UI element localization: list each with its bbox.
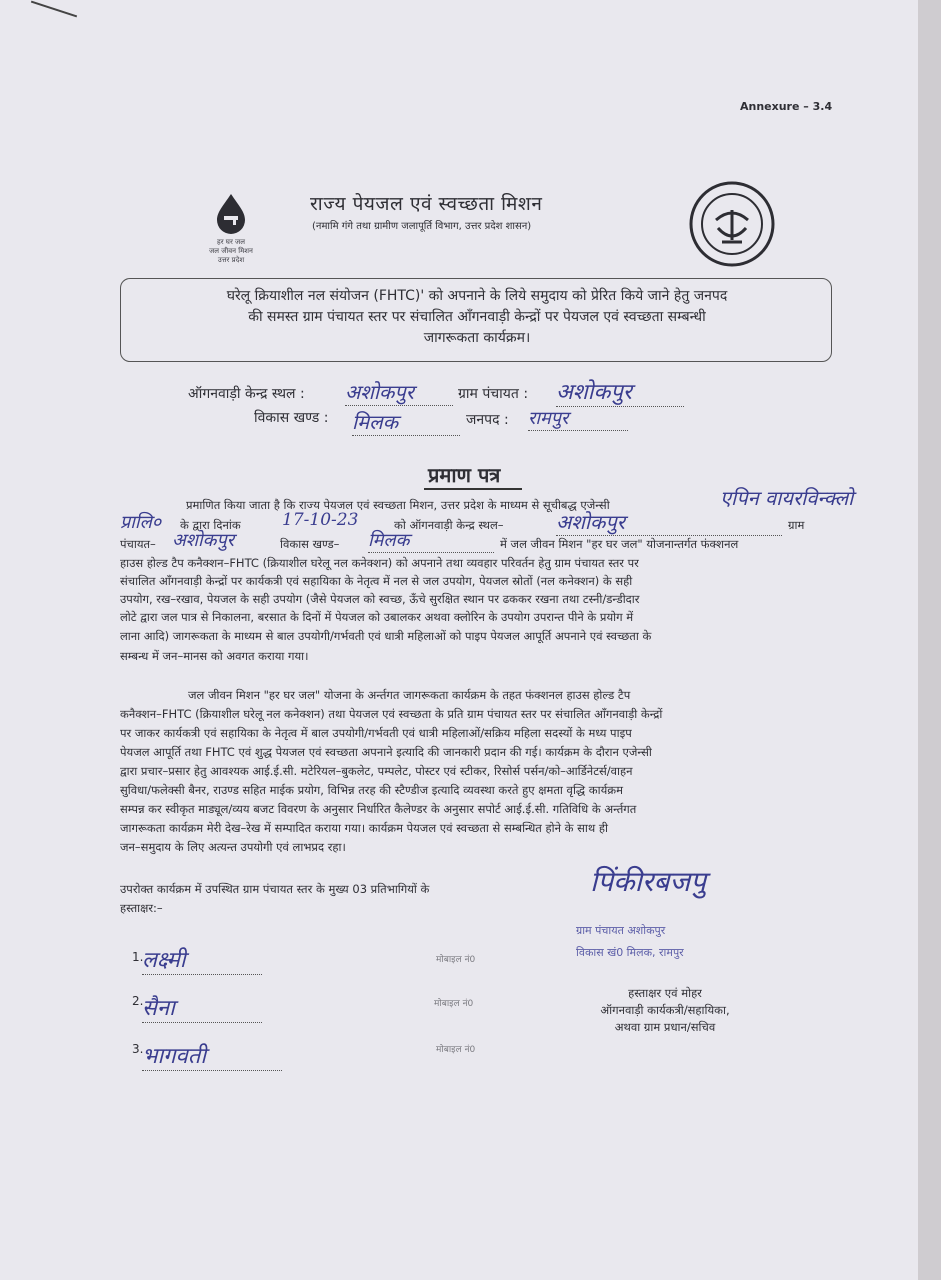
annexure-label: Annexure – 3.4 xyxy=(740,100,833,113)
jal-jeevan-mission-logo xyxy=(196,192,266,272)
signature-caption-line-3: अथवा ग्राम प्रधान/सचिव xyxy=(614,1020,716,1034)
participant-signature-1: लक्ष्मी xyxy=(142,944,262,975)
programme-title xyxy=(132,286,822,349)
participant-mobile-label-1: मोबाइल नं0 xyxy=(436,955,476,965)
date-label: के द्वारा दिनांक xyxy=(180,518,241,532)
anganwadi-label: ऑगनवाड़ी केन्द्र स्थल : xyxy=(188,386,305,402)
programme-title-line-2: की समस्त ग्राम पंचायत स्तर पर संचालित आँगनवाड़ी केन्द्रों पर पेयजल एवं स्वच्छता सम्बन्धी xyxy=(248,309,706,325)
programme-title-line-3: जागरूकता कार्यक्रम। xyxy=(423,330,531,346)
para2-line-9: जन–समुदाय के लिए अत्यन्त उपयोगी एवं लाभप्रद रहा। xyxy=(120,840,346,854)
para1-line-1: प्रमाणित किया जाता है कि राज्य पेयजल एवं स्वच्छता मिशन, उत्तर प्रदेश के माध्यम से सूचीबद्ध एजेन्सी xyxy=(186,498,610,512)
gram-panchayat-value: अशोकपुर xyxy=(556,376,684,407)
participant-signature-2: सैना xyxy=(142,992,262,1023)
participant-number-1: 1. xyxy=(132,950,144,964)
para1-line-5: संचालित आँगनवाड़ी केन्द्रों पर कार्यकत्री एवं सहायिका के नेतृत्व में नल से जल उपयोग, पेयजल स्रोतों (नल कनेक्शन) के सही xyxy=(120,574,633,588)
para1-line-8: लाना आदि) जागरूकता के माध्यम से बाल उपयोगी/गर्भवती एवं धात्री महिलाओं को पाइप पेयजल आपूर्ति अपनाने एवं स्वच्छता के xyxy=(120,629,652,643)
vikas-khand-inline-label: विकास खण्ड– xyxy=(280,537,340,551)
vikas-khand-value: मिलक xyxy=(352,408,460,436)
logo-caption: हर घर जल जल जीवन मिशन उत्तर प्रदेश xyxy=(209,238,253,264)
para2-line-1: जल जीवन मिशन "हर घर जल" योजना के अर्न्तगत जागरूकता कार्यक्रम के तहत फंक्शनल हाउस होल्ड टैप xyxy=(188,688,631,702)
signature-caption xyxy=(570,985,760,1036)
para2-line-4: पेयजल आपूर्ति तथा FHTC एवं शुद्ध पेयजल एवं स्वच्छता अपनाने इत्यादि की जानकारी प्रदान की गई। कार्यक्रम के दौरान एजेन्सी xyxy=(120,745,652,759)
participant-signature-3: भागवती xyxy=(142,1040,282,1071)
signature-caption-line-2: ऑगनवाड़ी कार्यकत्री/सहायिका, xyxy=(600,1003,730,1017)
janpad-value: रामपुर xyxy=(528,406,628,431)
agency-name-handwritten: एपिन वायरविन्क्लो xyxy=(720,486,854,510)
para1-line-3-rest: में जल जीवन मिशन "हर घर जल" योजनान्तर्गत फंक्शनल xyxy=(500,537,739,551)
para2-line-5: द्वारा प्रचार–प्रसार हेतु आवश्यक आई.ई.सी. मटेरियल–बुकलेट, पम्पलेट, पोस्टर एवं स्टीकर, रिसोर्स पर्सन/को–आर्डिनेटर्स/वाहन xyxy=(120,764,633,778)
page-title: राज्य पेयजल एवं स्वच्छता मिशन xyxy=(310,193,543,215)
page-edge-background xyxy=(918,0,941,1280)
gram-word: ग्राम xyxy=(788,518,805,532)
centre-label: को ऑगनवाड़ी केन्द्र स्थल– xyxy=(394,518,504,532)
emblem-seal-icon xyxy=(688,180,776,268)
stamp-line-2: विकास खं0 मिलक, रामपुर xyxy=(576,946,684,959)
participant-mobile-label-3: मोबाइल नं0 xyxy=(436,1045,476,1055)
para2-line-7: सम्पन्न कर स्वीकृत माड्यूल/व्यय बजट विवरण के अनुसार निर्धारित कैलेण्डर के अनुसार सपोर्ट आई.ई.सी. गतिविधि के अर्न्तगत xyxy=(120,802,637,816)
para2-line-3: पर जाकर कार्यकत्री एवं सहायिका के नेतृत्व में बाल उपयोगी/गर्भवती एवं धात्री महिलाओं/सक्रिय महिला सदस्यों के मध्य पाइप xyxy=(120,726,632,740)
vikas-khand-label: विकास खण्ड : xyxy=(254,410,329,426)
participants-intro-line-2: हस्ताक्षर:– xyxy=(120,901,163,915)
participant-mobile-label-2: मोबाइल नं0 xyxy=(434,999,474,1009)
para1-line-4: हाउस होल्ड टैप कनैक्शन–FHTC (क्रियाशील घरेलू नल कनेक्शन) को अपनाने तथा व्यवहार परिवर्तन हेतु ग्राम पंचायत स्तर पर xyxy=(120,556,639,570)
anganwadi-value: अशोकपुर xyxy=(345,378,453,406)
page-subtitle: (नमामि गंगे तथा ग्रामीण जलापूर्ति विभाग, उत्तर प्रदेश शासन) xyxy=(312,221,532,232)
para2-line-6: सुविधा/फलेक्सी बैनर, राउण्ड सहित माईक प्रयोग, विभिन्न तरह की स्टैण्डीज इत्यादि व्यवस्था करते हुए क्षमता वृद्धि कार्यक्रम xyxy=(120,783,623,797)
panchayat-label: पंचायत– xyxy=(120,537,156,551)
heading-underline xyxy=(424,488,522,490)
signature-caption-line-1: हस्ताक्षर एवं मोहर xyxy=(628,986,702,1000)
para1-line-6: उपयोग, रख–रखाव, पेयजल के सही उपयोग (जैसे पेयजल को स्वच्छ, ऊँचे सुरक्षित स्थान पर ढककर रखना तथा टस्नी/डन्डीदार xyxy=(120,592,640,606)
para2-line-8: जागरूकता कार्यक्रम मेरी देख–रेख में सम्पादित कराया गया। कार्यक्रम पेयजल एवं स्वच्छता से सम्बन्धित होने के साथ ही xyxy=(120,821,608,835)
participant-number-3: 3. xyxy=(132,1042,144,1056)
official-stamp xyxy=(576,920,740,980)
up-government-emblem xyxy=(688,180,776,268)
agency-suffix-handwritten: प्रालि० xyxy=(120,512,162,533)
vikas-khand-inline-handwritten: मिलक xyxy=(368,528,494,553)
official-signature: पिंकीरबजपु xyxy=(590,865,707,898)
participant-number-2: 2. xyxy=(132,994,144,1008)
gram-panchayat-label: ग्राम पंचायत : xyxy=(458,386,529,402)
stamp-line-1: ग्राम पंचायत अशोकपुर xyxy=(576,924,666,937)
centre-handwritten: अशोकपुर xyxy=(556,508,782,536)
pen-mark xyxy=(31,1,77,18)
janpad-label: जनपद : xyxy=(466,412,509,428)
para2-line-2: कनैक्शन–FHTC (क्रियाशील घरेलू नल कनेक्शन) तथा पेयजल एवं स्वच्छता के प्रति ग्राम पंचायत स्तर पर संचालित आँगनवाड़ी केन्द्रों xyxy=(120,707,663,721)
participants-intro-line-1: उपरोक्त कार्यक्रम में उपस्थित ग्राम पंचायत स्तर के मुख्य 03 प्रतिभागियों के xyxy=(120,882,430,896)
programme-title-line-1: घरेलू क्रियाशील नल संयोजन (FHTC)' को अपनाने के लिये समुदाय को प्रेरित किये जाने हेतु जनपद xyxy=(226,288,728,304)
certificate-heading: प्रमाण पत्र xyxy=(428,463,501,487)
para1-line-9: सम्बन्ध में जन–मानस को अवगत कराया गया। xyxy=(120,649,309,663)
date-handwritten: 17-10-23 xyxy=(282,510,359,530)
para1-line-7: लोटे द्वारा जल पात्र से निकालना, बरसात के दिनों में पेयजल को उबालकर अथवा क्लोरिन के उपयोग उपरान्त पीने के प्रयोग में xyxy=(120,610,634,624)
panchayat-handwritten: अशोकपुर xyxy=(172,530,235,551)
water-drop-icon xyxy=(211,192,251,234)
